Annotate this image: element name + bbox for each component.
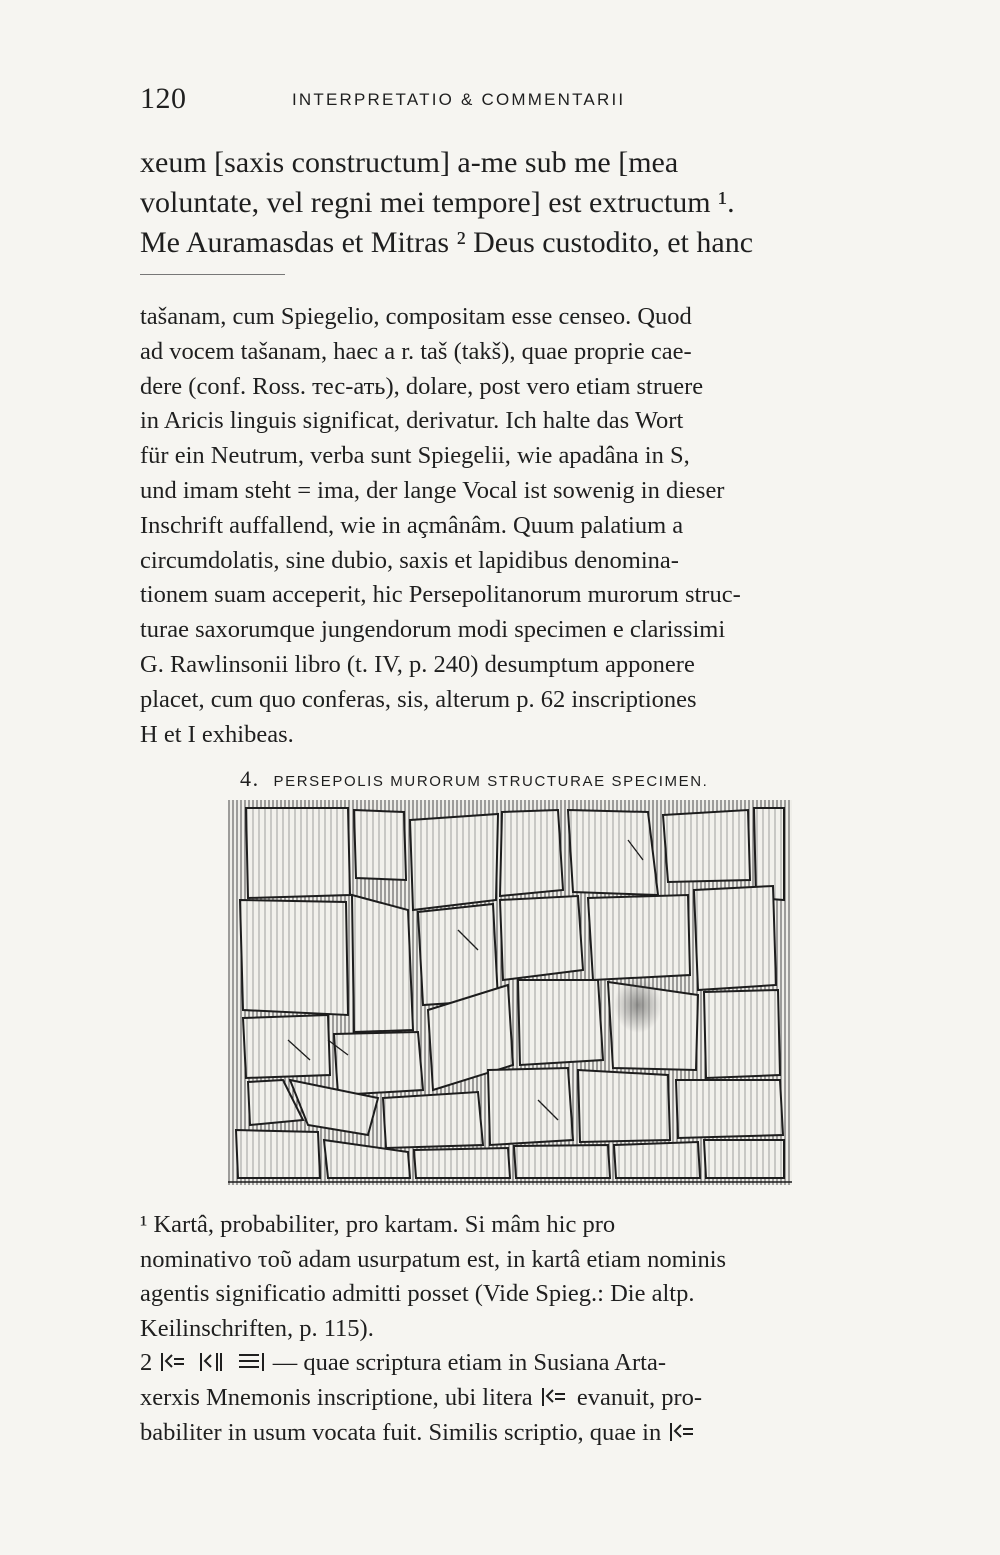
text-line: dere (conf. Ross. тес-ать), dolare, post vero etiam struere	[140, 372, 704, 400]
footnote-line: ¹ Kartâ, probabiliter, pro kartam. Si mâm hic pro	[140, 1211, 616, 1238]
footnote-line: Keilinschriften, p. 115).	[140, 1314, 374, 1342]
text-line: für ein Neutrum, verba sunt Spiegelii, wie apadâna in S,	[140, 442, 690, 470]
cuneiform-glyph-icon	[197, 1349, 229, 1373]
cuneiform-glyph-icon	[235, 1349, 267, 1373]
figure-caption	[240, 766, 800, 792]
text-line: placet, cum quo conferas, sis, alterum p. 62 inscriptiones	[140, 685, 697, 713]
text-line: voluntate, vel regni mei tempore] est extructum ¹.	[140, 186, 735, 219]
running-head	[140, 82, 880, 122]
footnote-text: xerxis Mnemonis inscriptione, ubi litera	[140, 1383, 533, 1411]
footnote-text: babiliter in usum vocata fuit. Similis scriptio, quae in	[140, 1418, 662, 1446]
text-line: circumdolatis, sine dubio, saxis et lapidibus denomina-	[140, 546, 679, 574]
text-line: ad vocem tašanam, haec a r. taš (takš), quae proprie cae-	[140, 337, 692, 365]
text-line: Me Auramasdas et Mitras ² Deus custodito, et hanc	[140, 226, 754, 259]
text-line: tašanam, cum Spiegelio, compositam esse censeo. Quod	[140, 303, 692, 330]
footnote-text: evanuit, pro-	[576, 1383, 703, 1411]
text-line: und imam steht = ima, der lange Vocal ist sowenig in dieser	[140, 476, 725, 504]
footnote-line-cuneiform	[140, 1381, 880, 1416]
text-line: turae saxorumque jungendorum modi specimen e clarissimi	[140, 616, 726, 644]
commentary-text	[140, 300, 880, 752]
footnote-line: agentis significatio admitti posset (Vide Spieg.: Die altp.	[140, 1280, 695, 1308]
footnote-line: nominativo τοῦ adam usurpatum est, in kartâ etiam nominis	[140, 1245, 727, 1273]
stone-wall-illustration	[228, 800, 792, 1185]
cuneiform-glyph-icon	[667, 1419, 699, 1443]
running-head-title: INTERPRETATIO & COMMENTARII	[292, 90, 626, 109]
footnote-text: — quae scriptura etiam in Susiana Arta-	[272, 1349, 666, 1377]
footnote-line-cuneiform	[140, 1416, 880, 1451]
footnote-marker: 2	[140, 1349, 153, 1377]
figure-caption-text: PERSEPOLIS MURORUM STRUCTURAE SPECIMEN.	[273, 773, 709, 790]
figure-number: 4.	[240, 766, 260, 791]
main-text	[140, 143, 880, 263]
footnote-rule	[140, 274, 285, 275]
page-number: 120	[140, 82, 187, 115]
cuneiform-glyph-icon	[158, 1349, 190, 1373]
footnote-line-cuneiform	[140, 1346, 880, 1381]
text-line: in Aricis linguis significat, derivatur. Ich halte das Wort	[140, 407, 684, 435]
text-line: Inschrift auffallend, wie in açmânâm. Quum palatium a	[140, 511, 684, 539]
text-line: G. Rawlinsonii libro (t. IV, p. 240) desumptum apponere	[140, 650, 695, 678]
text-line: H et I exhibeas.	[140, 720, 294, 748]
wall-engraving-figure	[228, 800, 792, 1185]
footnotes	[140, 1208, 880, 1450]
text-line: tionem suam acceperit, hic Persepolitanorum murorum struc-	[140, 581, 741, 609]
cuneiform-glyph-icon	[539, 1384, 571, 1408]
text-line: xeum [saxis constructum] a-me sub me [mea	[140, 146, 679, 179]
